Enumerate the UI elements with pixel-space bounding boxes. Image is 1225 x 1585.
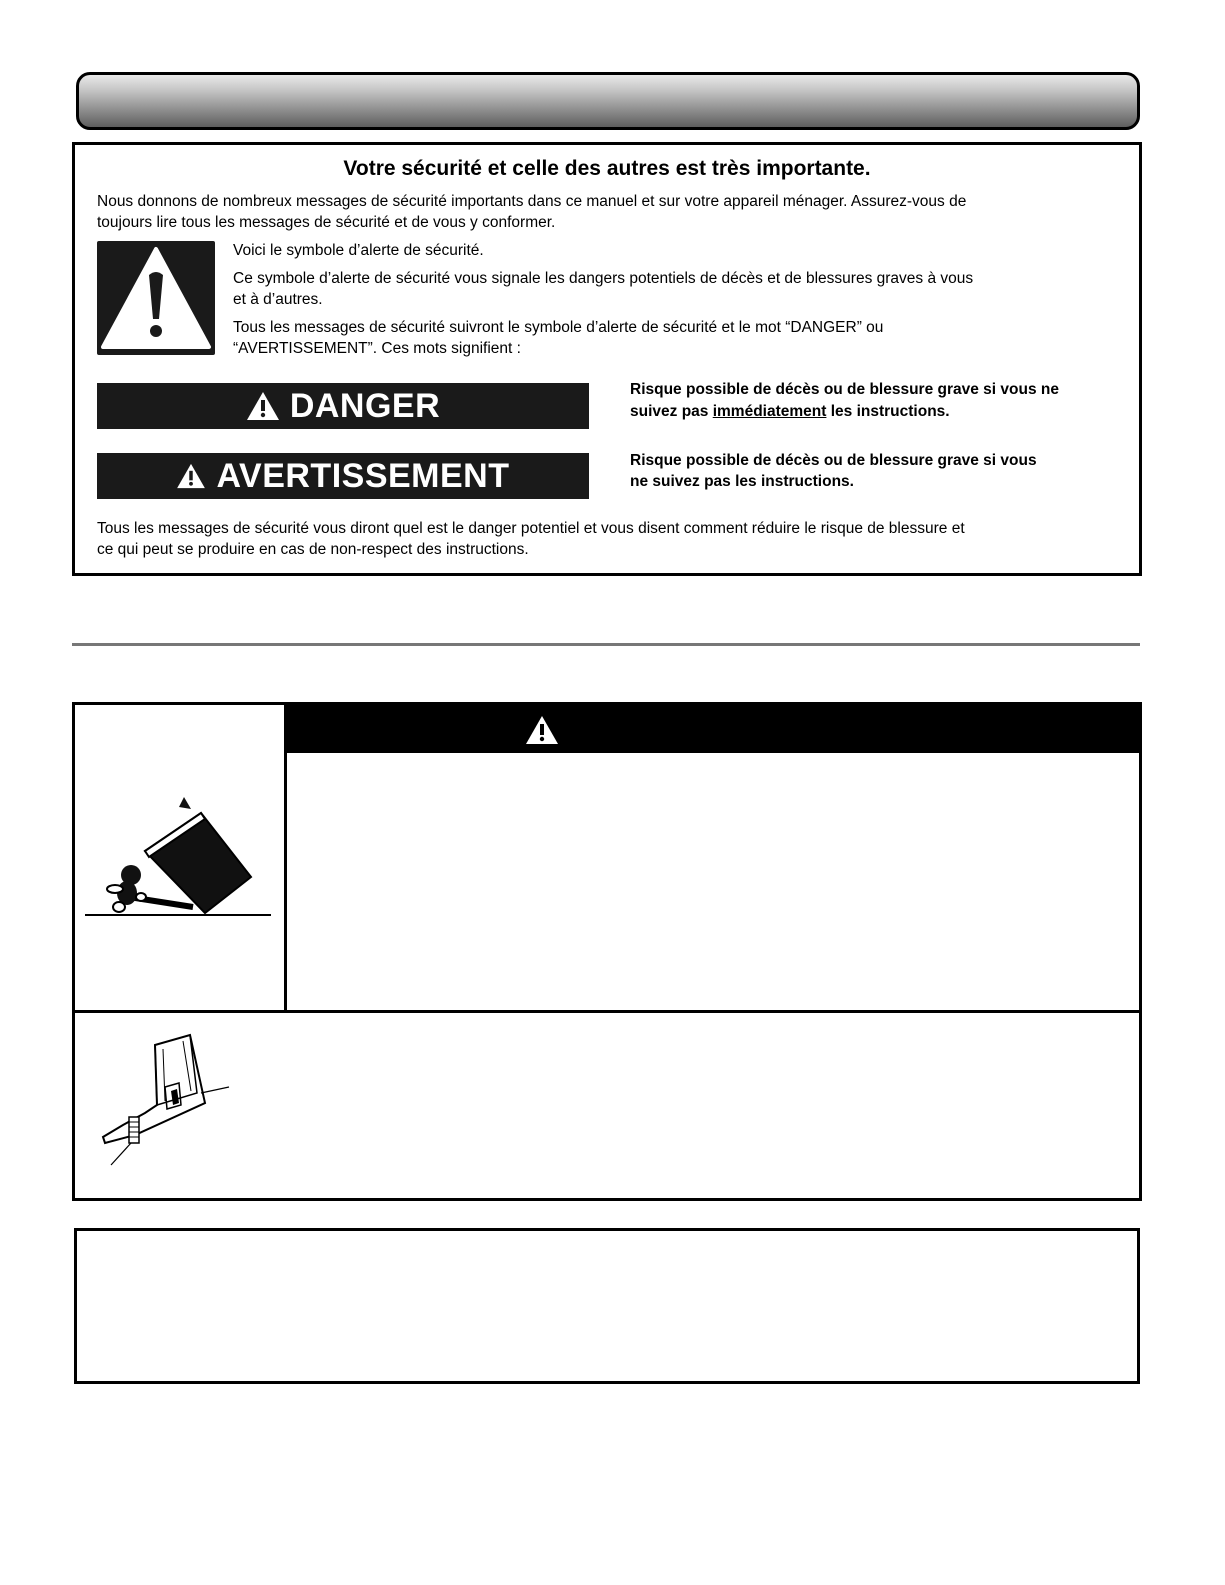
range-tip-over-illustration — [83, 785, 273, 920]
symbol-desc-line-1: Ce symbole d’alerte de sécurité vous signale les dangers potentiels de décès et de blessures graves à vous — [233, 270, 974, 287]
intro-line-1: Nous donnons de nombreux messages de sécurité importants dans ce manuel et sur votre appareil ménager. Assurez-vous de — [97, 193, 967, 210]
danger-signal-bar — [97, 383, 589, 429]
danger-desc-underlined: immédiatement — [712, 403, 827, 420]
danger-desc-pre: suivez pas — [630, 403, 713, 420]
alert-triangle-icon — [246, 391, 280, 421]
bottom-notice-box — [74, 1228, 1140, 1384]
warning-desc-line-2: ne suivez pas les instructions. — [630, 473, 854, 490]
tip-over-warning-box — [72, 702, 1142, 1201]
section-header-bar — [76, 72, 1140, 130]
alert-triangle-icon — [176, 463, 206, 489]
section-divider — [72, 643, 1140, 646]
symbol-line: Voici le symbole d’alerte de sécurité. — [233, 242, 484, 259]
symbol-desc-line-2: et à d’autres. — [233, 291, 323, 308]
danger-desc-post: les instructions. — [826, 403, 950, 420]
danger-desc-line-2 — [630, 401, 950, 422]
anti-tip-bracket-illustration — [95, 1025, 235, 1170]
closing-line-2: ce qui peut se produire en cas de non-respect des instructions. — [97, 541, 529, 558]
closing-line-1: Tous les messages de sécurité vous diront quel est le danger potentiel et vous disent comment réduire le risque de blessure et — [97, 520, 965, 537]
intro-line-2: toujours lire tous les messages de sécurité et de vous y conformer. — [97, 214, 556, 231]
safety-box — [72, 142, 1142, 576]
follow-line-2: “AVERTISSEMENT”. Ces mots signifient : — [233, 340, 521, 357]
alert-triangle-icon — [97, 241, 215, 355]
safety-alert-symbol — [97, 241, 215, 355]
safety-title: Votre sécurité et celle des autres est très importante. — [343, 157, 871, 180]
warning-row-divider — [75, 1010, 1139, 1013]
warning-header-bar — [287, 705, 1139, 753]
warning-label: AVERTISSEMENT — [216, 456, 510, 495]
danger-desc-line-1: Risque possible de décès ou de blessure grave si vous ne — [630, 381, 1059, 398]
follow-line-1: Tous les messages de sécurité suivront le symbole d’alerte de sécurité et le mot “DANGER” ou — [233, 319, 884, 336]
warning-desc-line-1: Risque possible de décès ou de blessure grave si vous — [630, 452, 1037, 469]
warning-signal-bar — [97, 453, 589, 499]
alert-triangle-icon — [525, 715, 559, 745]
danger-label: DANGER — [289, 386, 441, 425]
